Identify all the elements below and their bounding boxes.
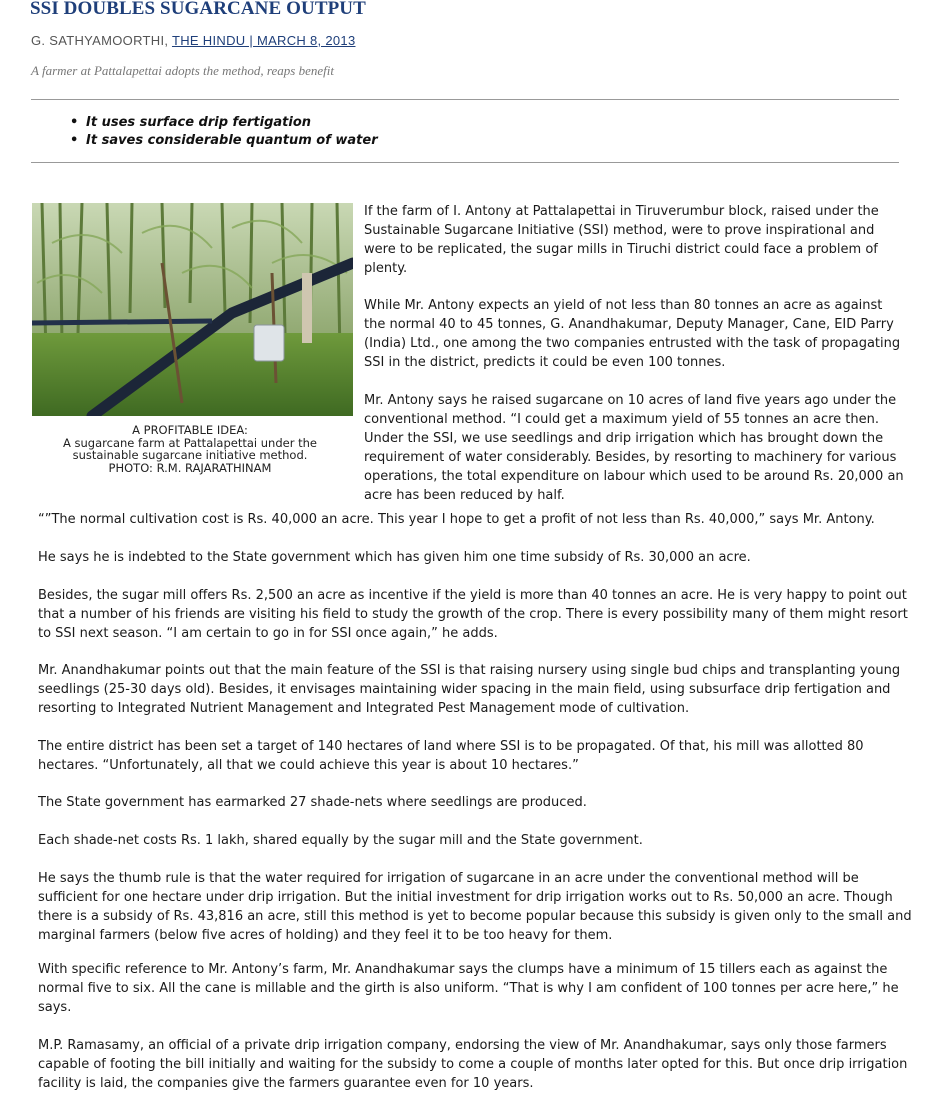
caption-line: sustainable sugarcane initiative method. — [72, 448, 308, 462]
paragraph: He says the thumb rule is that the water required for irrigation of sugarcane in an acre under the conventional method will be sufficient for one hectare under drip irrigation. But the initial investment for drip irrigation works out to Rs. 50,000 an acre. Though there is a subsidy of Rs. 43,816 an acre, still this method is yet to become popular because this subsidy is given only to the small and marginal farmers (below five acres of holding) and they feel it to be too heavy for them. — [38, 871, 912, 943]
paragraph: Mr. Anandhakumar points out that the main feature of the SSI is that raising nursery using single bud chips and transplanting young seedlings (25-30 days old). Besides, it envisages maintaining wider spacing in the main field, using subsurface drip fertigation and resorting to Integrated Nutrient Management and Integrated Pest Management mode of cultivation. — [38, 663, 901, 716]
photo-illustration — [32, 203, 353, 416]
bullet-icon: • — [70, 115, 79, 130]
paragraph: The State government has earmarked 27 shade-nets where seedlings are produced. — [38, 795, 587, 810]
paragraph: While Mr. Antony expects an yield of not less than 80 tonnes an acre as against the normal 40 to 45 tonnes, G. Anandhakumar, Deputy Manager, Cane, EID Parry (India) Ltd., one among the two companies entrusted with the task of propagating SSI in the district, predicts it could be even 100 tonnes. — [364, 298, 901, 370]
article-title: SSI DOUBLES SUGARCANE OUTPUT — [30, 0, 366, 19]
sugarcane-farm-photo — [32, 203, 353, 416]
caption-line: A sugarcane farm at Pattalapettai under the — [63, 435, 317, 450]
divider-top — [31, 99, 899, 100]
paragraph: If the farm of I. Antony at Pattalapettai in Tiruverumbur block, raised under the Sustainable Sugarcane Initiative (SSI) method, were to prove inspirational and were to be replicated, the sugar mills in Tiruchi district could face a problem of plenty. — [364, 204, 879, 276]
bullet-icon: • — [70, 133, 79, 148]
highlight-item — [70, 114, 378, 132]
highlights-list — [70, 114, 378, 150]
caption-line: A PROFITABLE IDEA: — [132, 423, 248, 437]
paragraph: With specific reference to Mr. Antony’s farm, Mr. Anandhakumar says the clumps have a minimum of 15 tillers each as against the normal five to six. All the cane is millable and the girth is also uniform. “That is why I am confident of 100 tonnes per acre here,” he says. — [38, 962, 899, 1015]
paragraph: Besides, the sugar mill offers Rs. 2,500 an acre as incentive if the yield is more than 40 tonnes an acre. He is very happy to point out that a number of his friends are visiting his field to study the growth of the crop. There is every possibility many of them might resort to SSI next season. “I am certain to go in for SSI once again,” he adds. — [38, 588, 908, 641]
article-dek: A farmer at Pattalapettai adopts the method, reaps benefit — [31, 63, 334, 78]
paragraph: He says he is indebted to the State government which has given him one time subsidy of Rs. 30,000 an acre. — [38, 550, 751, 565]
divider-bottom — [31, 162, 899, 163]
caption-line: PHOTO: R.M. RAJARATHINAM — [108, 460, 272, 475]
byline — [31, 33, 356, 48]
highlight-text: It uses surface drip fertigation — [86, 115, 312, 130]
paragraph: The entire district has been set a target of 140 hectares of land where SSI is to be propagated. Of that, his mill was allotted 80 hectares. “Unfortunately, all that we could achieve this year is about 10 hectares.” — [38, 739, 864, 773]
paragraph: Mr. Antony says he raised sugarcane on 10 acres of land five years ago under the conventional method. “I could get a maximum yield of 55 tonnes an acre then. Under the SSI, we use seedlings and drip irrigation which has brought down the requirement of water considerably. Besides, by resorting to machinery for various operations, the total expenditure on labour which used to be around Rs. 20,000 an acre has been reduced by half. — [364, 393, 904, 503]
highlight-text: It saves considerable quantum of water — [86, 133, 378, 148]
paragraph: Each shade-net costs Rs. 1 lakh, shared equally by the sugar mill and the State government. — [38, 833, 643, 848]
photo-caption — [30, 424, 350, 474]
source-link[interactable]: THE HINDU | MARCH 8, 2013 — [171, 33, 356, 48]
highlight-item — [70, 132, 378, 150]
paragraph: “”The normal cultivation cost is Rs. 40,000 an acre. This year I hope to get a profit of not less than Rs. 40,000,” says Mr. Antony. — [38, 512, 875, 527]
author-name: G. SATHYAMOORTHI, — [31, 33, 169, 48]
paragraph: M.P. Ramasamy, an official of a private drip irrigation company, endorsing the view of Mr. Anandhakumar, says only those farmers capable of footing the bill initially and waiting for the subsidy to come a couple of months later opted for this. But once drip irrigation facility is laid, the companies give the farmers guarantee even for 10 years. — [38, 1038, 908, 1091]
